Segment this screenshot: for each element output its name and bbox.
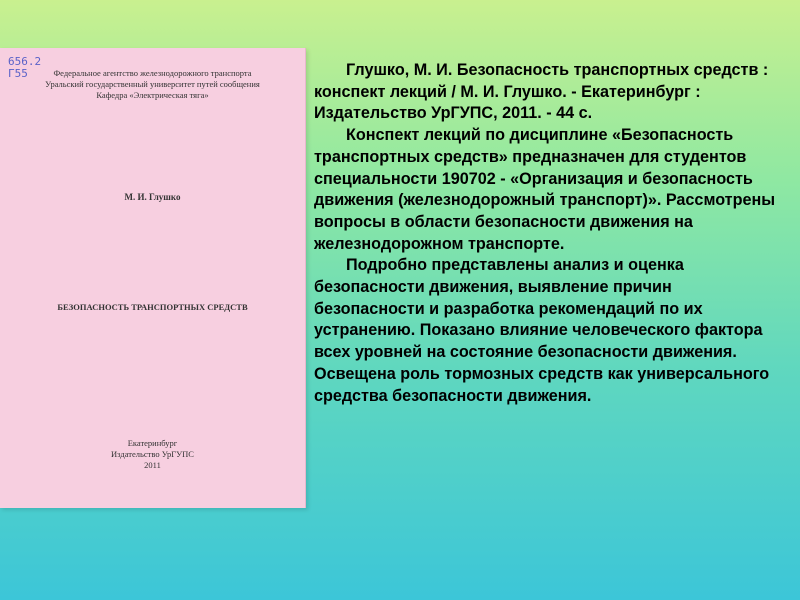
cover-author: М. И. Глушко <box>124 192 181 202</box>
cover-imprint <box>0 438 305 471</box>
cover-header-line-2: Уральский государственный университет путей сообщения <box>45 79 260 89</box>
cover-header-line-1: Федеральное агентство железнодорожного транспорта <box>53 68 252 78</box>
description-paragraph-2: Конспект лекций по дисциплине «Безопасность транспортных средств» предназначен для студентов специальности 190702 - «Организация и безопасность движения (железнодорожный транспорт)». Рассмотрены вопросы в области безопасности движения на железнодорожном транспорте. <box>314 126 776 253</box>
cover-header <box>0 68 305 101</box>
cover-title: БЕЗОПАСНОСТЬ ТРАНСПОРТНЫХ СРЕДСТВ <box>57 302 248 312</box>
description-text <box>314 60 784 407</box>
shelf-mark-line-1: 656.2 <box>8 55 42 68</box>
cover-imprint-publisher: Издательство УрГУПС <box>111 449 194 459</box>
cover-header-line-3: Кафедра «Электрическая тяга» <box>96 90 209 100</box>
cover-imprint-city: Екатеринбург <box>127 438 178 448</box>
description-paragraph-1: Глушко, М. И. Безопасность транспортных средств : конспект лекций / М. И. Глушко. - Екатеринбург : Издательство УрГУПС, 2011. - 44 с. <box>314 61 769 123</box>
shelf-mark-line-2: Г55 <box>8 67 28 80</box>
description-paragraph-3: Подробно представлены анализ и оценка безопасности движения, выявление причин безопасности и разработка рекомендаций по их устранению. Показано влияние человеческого фактора всех уровней на состояние безопасности движения. Освещена роль тормозных средств как универсального средства безопасности движения. <box>314 256 770 405</box>
cover-imprint-year: 2011 <box>144 460 161 470</box>
book-cover-image <box>0 48 306 508</box>
